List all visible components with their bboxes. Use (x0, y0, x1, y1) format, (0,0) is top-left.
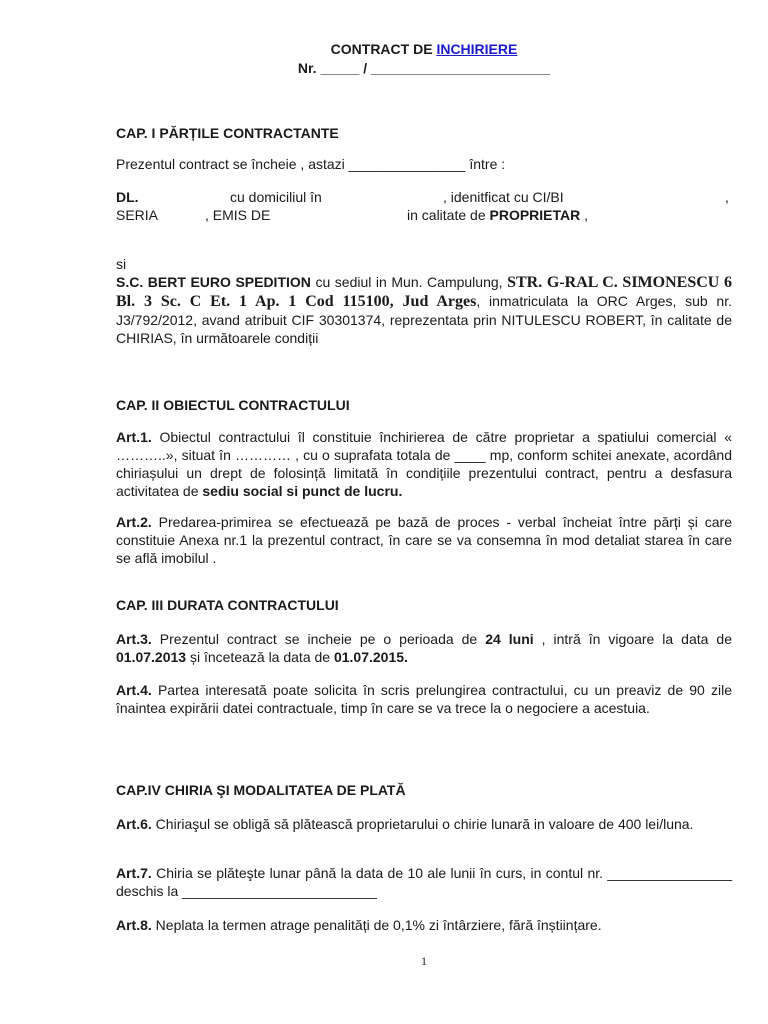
calitate-text: in calitate de (407, 207, 486, 223)
art7-paragraph (116, 864, 732, 900)
art3-text-c: și încetează la data de (186, 649, 334, 665)
page-number: 1 (421, 954, 427, 968)
proprietar-end: , (580, 207, 589, 223)
calitate-label (407, 206, 588, 224)
art8-paragraph (116, 916, 732, 934)
identificat-label: , idenitficat cu CI/BI (443, 189, 564, 205)
art8-text: Neplata la termen atrage penalități de 0,1% zi întârziere, fără înștiințare. (151, 917, 602, 933)
title-text: CONTRACT DE (330, 41, 437, 57)
contract-number: Nr. _____ / _______________________ (297, 60, 551, 76)
cap1-heading: CAP. I PĂRȚILE CONTRACTANTE (116, 125, 339, 141)
company-name: S.C. BERT EURO SPEDITION (116, 274, 311, 290)
art7-label: Art.7. (116, 865, 152, 881)
art3-paragraph (116, 630, 732, 666)
art3-start-date: 01.07.2013 (116, 649, 187, 665)
company-paragraph (116, 273, 732, 347)
art1-activity: sediu social si punct de lucru. (202, 483, 403, 499)
company-sediu: cu sediul in Mun. Campulung, (310, 274, 508, 290)
art4-paragraph (116, 681, 732, 717)
emis-label: , EMIS DE (205, 207, 271, 223)
cap2-heading: CAP. II OBIECTUL CONTRACTULUI (116, 397, 350, 413)
art4-text: Partea interesată poate solicita în scris prelungirea contractului, cu un preaviz de 90 zile înaintea expirării datei contractuale, timp în care se va trece la o negociere a acestuia. (116, 682, 732, 716)
art7-text: Chiria se plăteşte lunar până la data de 10 ale lunii în curs, in contul nr. ________________ deschis la _________________________ (116, 865, 732, 899)
art1-label: Art.1. (116, 429, 152, 445)
company-details: , inmatriculata la ORC Arges, sub nr. J3/792/2012, avand atribuit CIF 30301374, reprezentata prin NITULESCU ROBERT, în calitate de CHIRIAS, în următoarele condiții (116, 293, 732, 346)
inchiriere-link[interactable]: INCHIRIERE (436, 41, 518, 57)
contract-title (0, 40, 768, 58)
company-address: STR. G-RAL C. SIMONESCU 6 Bl. 3 Sc. C Et. 1 Ap. 1 Cod 115100, Jud Arges (116, 274, 732, 310)
art8-label: Art.8. (116, 917, 152, 933)
cap4-heading: CAP.IV CHIRIA ŞI MODALITATEA DE PLATĂ (116, 782, 406, 798)
cap1-intro: Prezentul contract se încheie , astazi _______________ între : (116, 156, 506, 172)
comma-label: , (725, 189, 729, 205)
art3-end-date: 01.07.2015. (333, 649, 408, 665)
si-word: si (116, 256, 127, 272)
art1-text: Obiectul contractului îl constituie închirierea de către proprietar a spatiului comercial « ………..», situat în ………… , cu o suprafata totala de ____ mp, conform schitei anexate, acordând chiriașului un drept de folosință limitată în condițiile prezentului contract, pentru a desfasura activitatea de (116, 429, 732, 499)
seria-label: SERIA (116, 207, 159, 223)
art3-text-b: , intră în vigoare la data de (533, 631, 732, 647)
art6-label: Art.6. (116, 816, 152, 832)
art1-paragraph (116, 428, 732, 500)
art6-paragraph (116, 815, 732, 833)
art3-duration: 24 luni (485, 631, 534, 647)
domiciliu-label: cu domiciliul în (230, 189, 322, 205)
art6-text: Chiriaşul se obligă să plătească proprietarului o chirie lunară in valoare de 400 lei/luna. (151, 816, 694, 832)
art2-paragraph (116, 513, 732, 567)
proprietar-role: PROPRIETAR (489, 207, 581, 223)
art3-text-a: Prezentul contract se incheie pe o perioada de (151, 631, 486, 647)
art2-label: Art.2. (116, 514, 152, 530)
art2-text: Predarea-primirea se efectuează pe bază de proces - verbal încheiat între părți și care constituie Anexa nr.1 la prezentul contract, în care se va consemna în mod detaliat starea în care se află imobilul . (116, 514, 732, 566)
art3-label: Art.3. (116, 631, 152, 647)
cap3-heading: CAP. III DURATA CONTRACTULUI (116, 597, 339, 613)
dl-label: DL. (116, 189, 139, 205)
art4-label: Art.4. (116, 682, 152, 698)
